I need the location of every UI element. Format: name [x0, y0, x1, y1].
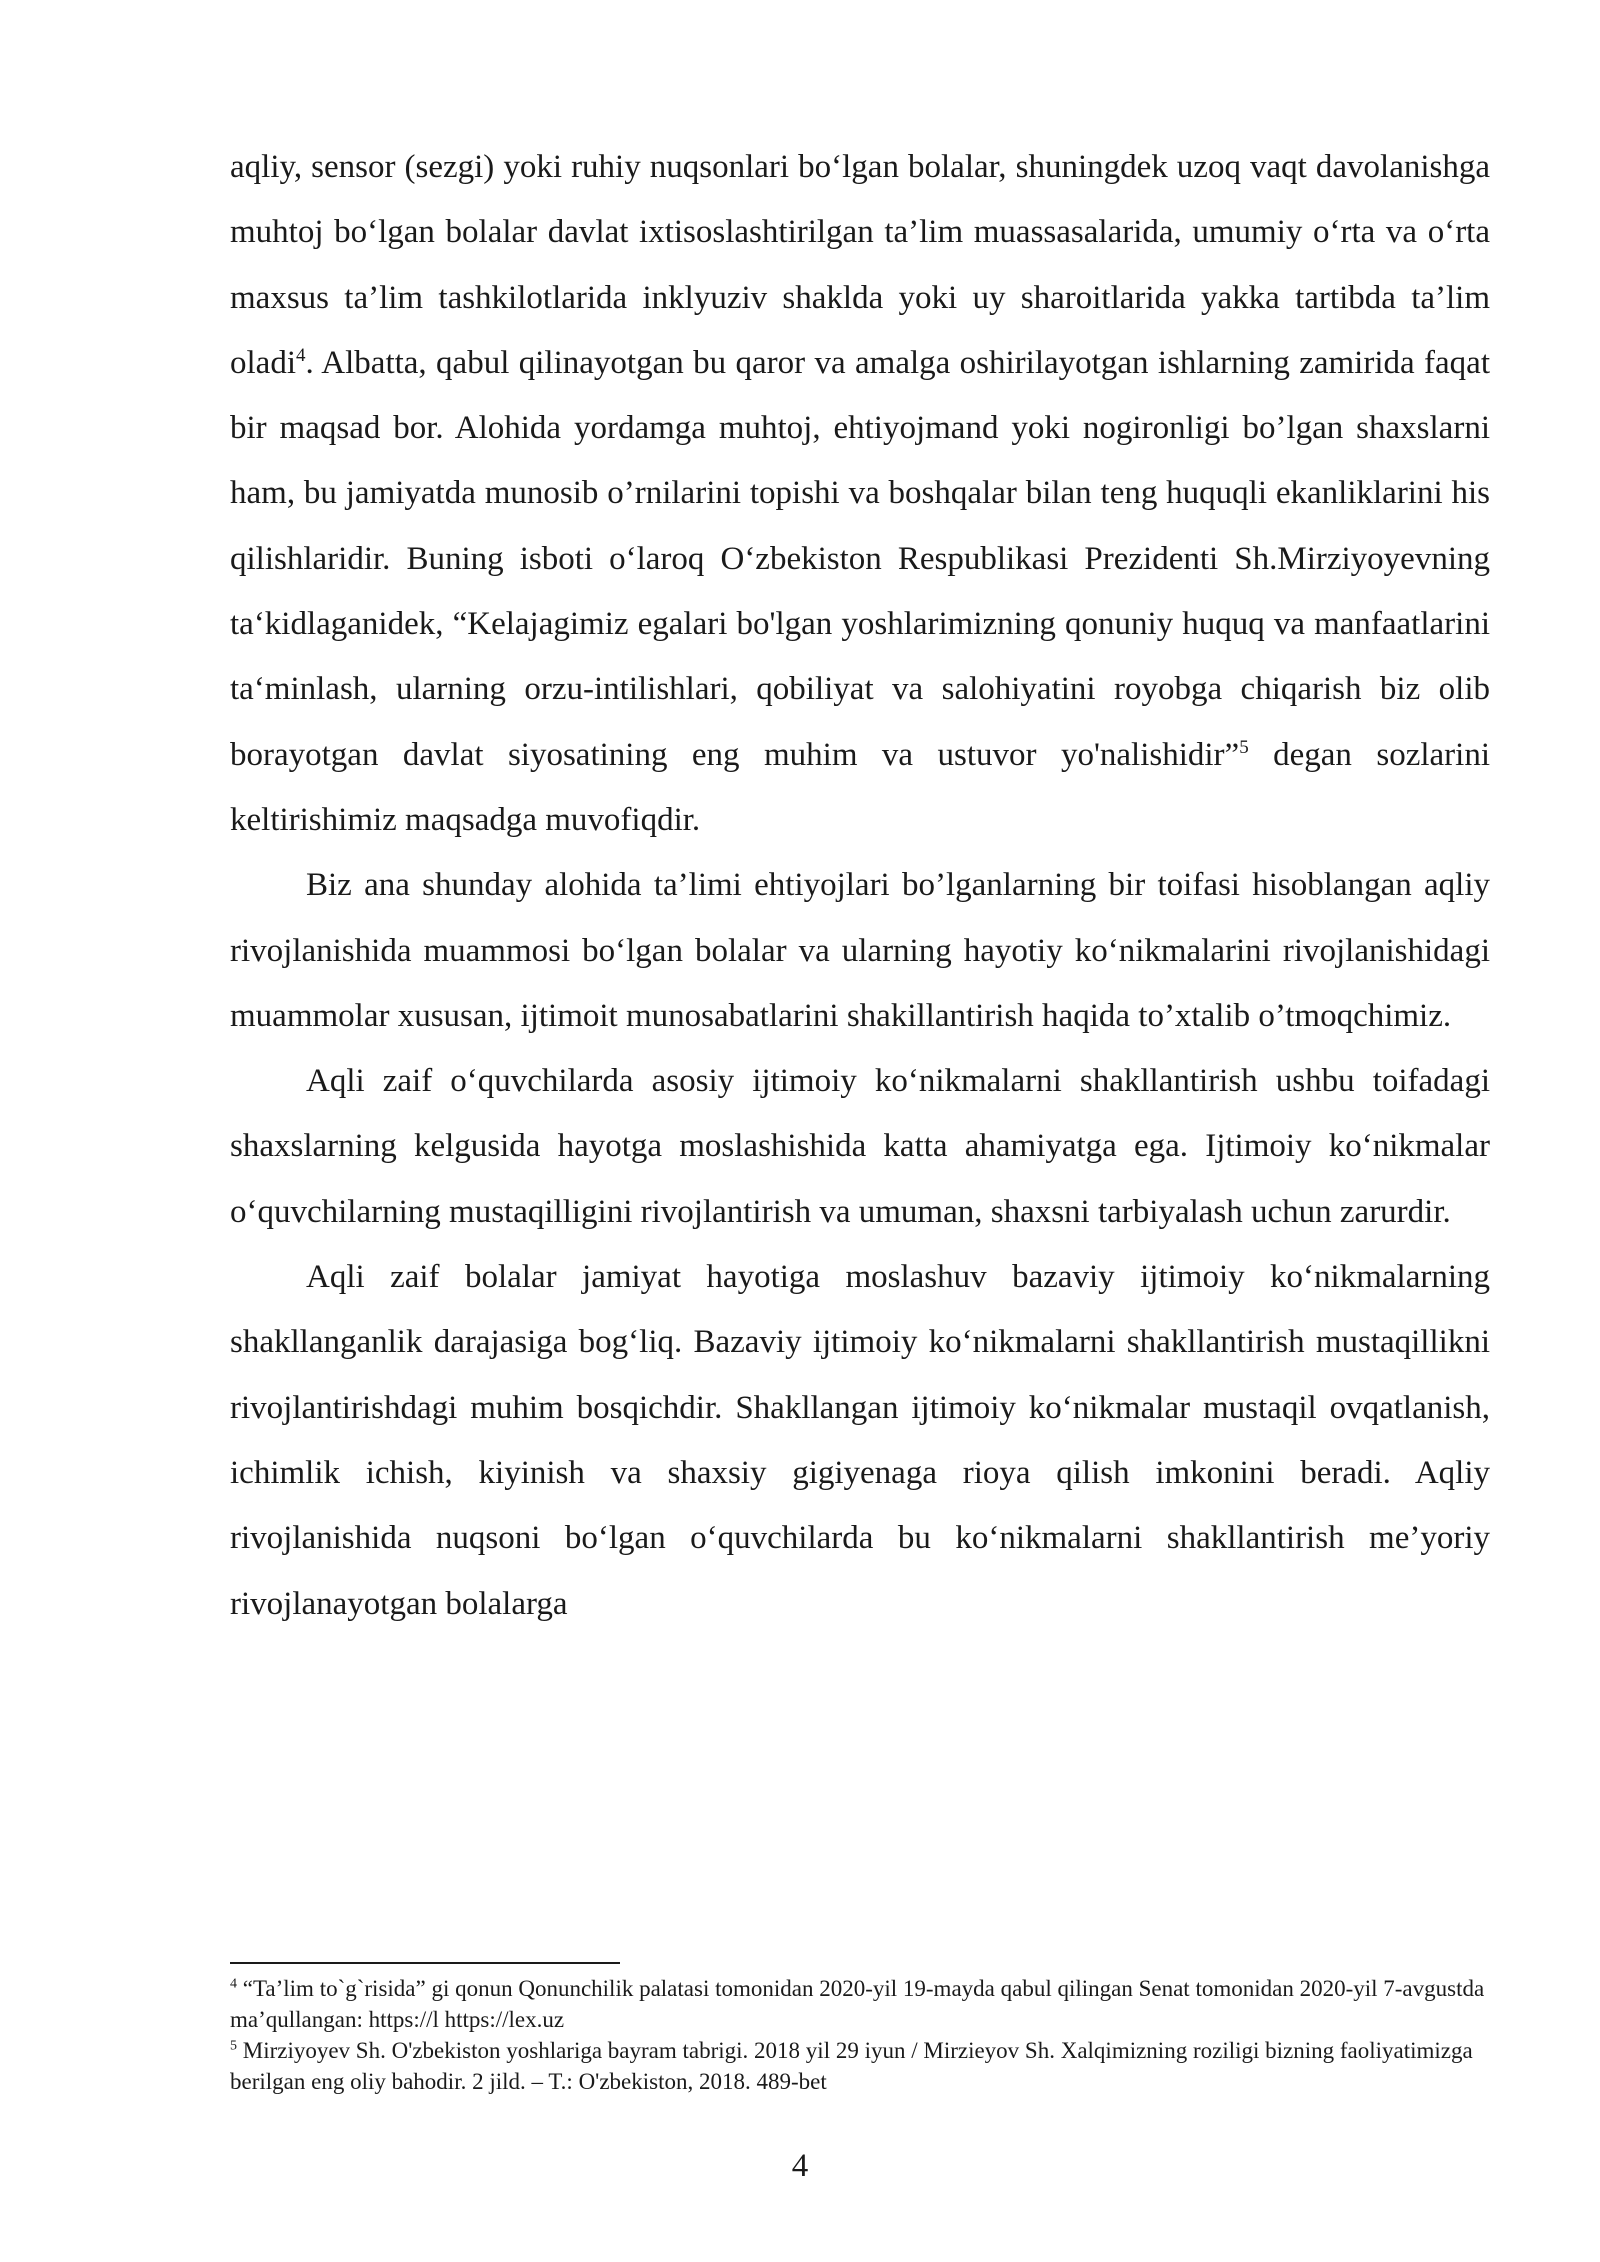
- footnote-ref-4[interactable]: 4: [295, 344, 306, 366]
- paragraph: Aqli zaif o‘quvchilarda asosiy ijtimoiy ko‘nikmalarni shakllantirish ushbu toifadagi shaxslarning kelgusida hayotga moslashishida katta ahamiyatga ega. Ijtimoiy ko‘nikmalar o‘quvchilarning mustaqilligini rivojlantirish va umuman, shaxsni tarbiyalash uchun zarurdir.: [230, 1063, 1490, 1230]
- footnote-4: [230, 1973, 1490, 2035]
- footnote-text: Mirziyoyev Sh. O'zbekiston yoshlariga bayram tabrigi. 2018 yil 29 iyun / Mirzieyov Sh. Xalqimizning roziligi bizning faoliyatimizga berilgan eng oliy bahodir. 2 jild. – T.: O'zbekiston, 2018. 489-bet: [230, 2038, 1473, 2094]
- body-text: [230, 135, 1490, 1637]
- footnote-separator: [230, 1962, 620, 1964]
- footnote-ref-5[interactable]: 5: [1239, 736, 1249, 758]
- footnote-5: [230, 2035, 1490, 2097]
- paragraph-continued: [230, 135, 1490, 853]
- footnote-number: 4: [230, 1976, 237, 1992]
- footnote-number: 5: [230, 2038, 237, 2054]
- footnote-text: “Ta’lim to`g`risida” gi qonun Qonunchilik palatasi tomonidan 2020-yil 19-mayda qabul qilingan Senat tomonidan 2020-yil 7-avgustda ma’qullangan: https://l https://lex.uz: [230, 1976, 1485, 2032]
- paragraph-text: aqliy, sensor (sezgi) yoki ruhiy nuqsonlari bo‘lgan bolalar, shuningdek uzoq vaqt davolanishga muhtoj bo‘lgan bolalar davlat ixtisoslashtirilgan ta’lim muassasalarida, umumiy o‘rta va o‘rta maxsus ta’lim tashkilotlarida inklyuziv shaklda yoki uy sharoitlarida yakka tartibda ta’lim oladi: [230, 149, 1490, 381]
- paragraph-text: degan sozlarini keltirishimiz maqsadga muvofiqdir.: [230, 736, 1490, 838]
- footnotes: [230, 1973, 1490, 2097]
- paragraph: Biz ana shunday alohida ta’limi ehtiyojlari bo’lganlarning bir toifasi hisoblangan aqliy rivojlanishida muammosi bo‘lgan bolalar va ularning hayotiy ko‘nikmalarini rivojlanishidagi muammolar xususan, ijtimoit munosabatlarini shakillantirish haqida to’xtalib o’tmoqchimiz.: [230, 867, 1490, 1034]
- page-number: 4: [791, 2148, 809, 2184]
- paragraph: Aqli zaif bolalar jamiyat hayotiga moslashuv bazaviy ijtimoiy ko‘nikmalarning shakllanganlik darajasiga bog‘liq. Bazaviy ijtimoiy ko‘nikmalarni shakllantirish mustaqillikni rivojlantirishdagi muhim bosqichdir. Shakllangan ijtimoiy ko‘nikmalar mustaqil ovqatlanish, ichimlik ichish, kiyinish va shaxsiy gigiyenaga rioya qilish imkonini beradi. Aqliy rivojlanishida nuqsoni bo‘lgan o‘quvchilarda bu ko‘nikmalarni shakllantirish me’yoriy rivojlanayotgan bolalarga: [230, 1259, 1490, 1622]
- paragraph-text: . Albatta, qabul qilinayotgan bu qaror va amalga oshirilayotgan ishlarning zamirida faqat bir maqsad bor. Alohida yordamga muhtoj, ehtiyojmand yoki nogironligi bo’lgan shaxslarni ham, bu jamiyatda munosib o’rnilarini topishi va boshqalar bilan teng huquqli ekanliklarini his qilishlaridir. Buning isboti o‘laroq O‘zbekiston Respublikasi Prezidenti Sh.Mirziyoyevning ta‘kidlaganidek, “Kelajagimiz egalari bo'lgan yoshlarimizning qonuniy huquq va manfaatlarini ta‘minlash, ularning orzu-intilishlari, qobiliyat va salohiyatini royobga chiqarish biz olib borayotgan davlat siyosatining eng muhim va ustuvor yo'nalishidir”: [230, 344, 1490, 773]
